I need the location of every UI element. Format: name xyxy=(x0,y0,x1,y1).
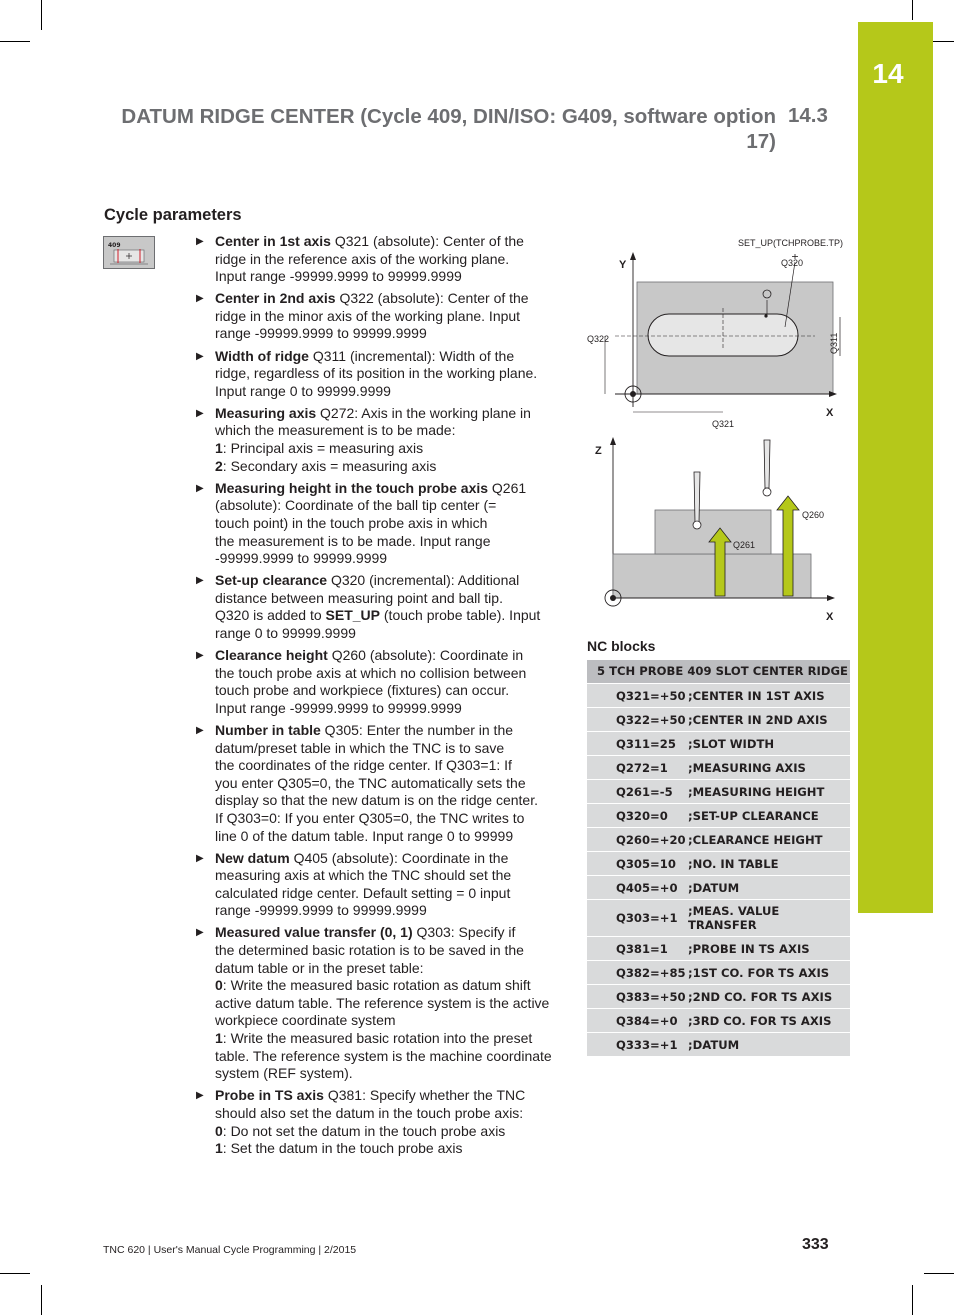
parameter-item xyxy=(196,647,558,717)
nc-comment: ;MEASURING AXIS xyxy=(688,760,806,775)
bullet-arrow-icon: ▶ xyxy=(196,236,204,247)
nc-comment: ;2ND CO. FOR TS AXIS xyxy=(688,989,833,1004)
parameter-name: Measured value transfer (0, 1) xyxy=(215,924,413,941)
nc-comment: ;MEAS. VALUE TRANSFER xyxy=(688,904,780,932)
section-number: 14.3 xyxy=(788,104,828,127)
parameter-text: (absolute): Coordinate of the ball tip center (= xyxy=(215,497,497,514)
parameter-text: measuring axis at which the TNC should set the xyxy=(215,867,512,884)
header-title-line1: DATUM RIDGE CENTER (Cycle 409, DIN/ISO: G409, software option xyxy=(121,105,776,128)
parameter-item xyxy=(196,348,558,401)
nc-code: Q322=+50 xyxy=(616,712,686,727)
parameter-option xyxy=(215,1030,558,1083)
parameter-item xyxy=(196,233,558,286)
nc-row xyxy=(587,732,850,756)
parameter-text: ridge, regardless of its position in the working plane. xyxy=(215,365,538,382)
nc-comment: ;SET-UP CLEARANCE xyxy=(688,808,819,823)
nc-row xyxy=(587,961,850,985)
bullet-arrow-icon: ▶ xyxy=(196,1090,204,1102)
parameter-text: -99999.9999 to 99999.9999 xyxy=(215,550,388,567)
bullet-arrow-icon: ▶ xyxy=(196,350,204,362)
parameter-item xyxy=(196,290,558,343)
nc-comment: ;1ST CO. FOR TS AXIS xyxy=(688,965,830,980)
crop-mark xyxy=(912,1285,913,1315)
nc-code: Q405=+0 xyxy=(616,880,678,895)
parameter-text: line 0 of the datum table. Input range 0 to 99999 xyxy=(215,827,514,844)
option-text: : Principal axis = measuring axis xyxy=(222,440,424,457)
parameter-item xyxy=(196,924,558,1082)
bullet-arrow-icon: ▶ xyxy=(196,293,204,305)
nc-code: Q333=+1 xyxy=(616,1037,678,1052)
q321-label: Q321 xyxy=(712,419,735,429)
nc-code: Q272=1 xyxy=(616,760,668,775)
bullet-arrow-icon: ▶ xyxy=(196,650,204,662)
option-key: 1 xyxy=(215,440,223,457)
parameter-text: datum table or in the preset table: xyxy=(215,959,424,976)
nc-code: Q320=0 xyxy=(616,808,668,823)
parameter-text: the measurement is to be made. Input range xyxy=(215,532,491,549)
x-axis-label-2: X xyxy=(826,611,834,623)
nc-row xyxy=(587,876,850,900)
parameter-text: touch point) in the touch probe axis in which xyxy=(215,514,488,531)
parameter-text: calculated ridge center. Default setting = 0 input xyxy=(215,884,511,901)
nc-code: Q381=1 xyxy=(616,941,668,956)
nc-code: Q321=+50 xyxy=(616,688,686,703)
option-key: 1 xyxy=(215,1140,223,1157)
parameter-text: you enter Q305=0, the TNC automatically sets the xyxy=(215,774,526,791)
nc-comment: ;SLOT WIDTH xyxy=(688,736,775,751)
parameter-text: distance between measuring point and ball tip. xyxy=(215,589,503,606)
parameter-text: ridge in the minor axis of the working plane. Input xyxy=(215,307,521,324)
option-key: 0 xyxy=(215,1122,223,1139)
option-text: : Write the measured basic rotation as datum shift active datum table. The reference system is the active workpiece coordinate system xyxy=(215,977,550,1029)
bullet-arrow-icon: ▶ xyxy=(196,852,204,864)
parameter-item xyxy=(196,405,558,475)
nc-comment: ;DATUM xyxy=(688,1037,740,1052)
option-key: 2 xyxy=(215,457,223,474)
parameter-option xyxy=(215,440,558,458)
chapter-number: 14 xyxy=(872,58,904,89)
chapter-tab xyxy=(858,22,933,913)
parameter-text: Q261 xyxy=(488,479,527,496)
nc-row xyxy=(587,804,850,828)
nc-code: Q311=25 xyxy=(616,736,676,751)
parameter-option xyxy=(215,458,558,476)
parameter-text: Q405 (absolute): Coordinate in the xyxy=(289,849,509,866)
parameter-item xyxy=(196,1087,558,1157)
option-key: 1 xyxy=(215,1030,223,1047)
crop-mark xyxy=(0,41,30,42)
bullet-arrow-icon: ▶ xyxy=(196,927,204,939)
parameter-name: Measuring axis xyxy=(215,404,317,421)
nc-comment: ;NO. IN TABLE xyxy=(688,856,779,871)
bullet-arrow-icon: ▶ xyxy=(196,724,204,736)
parameter-name: Set-up clearance xyxy=(215,572,328,589)
nc-row xyxy=(587,985,850,1009)
nc-code: Q384=+0 xyxy=(616,1013,678,1028)
option-text: : Do not set the datum in the touch probe axis xyxy=(222,1122,506,1139)
parameter-text: Input range -99999.9999 to 99999.9999 xyxy=(215,699,462,716)
nc-row xyxy=(587,684,850,708)
nc-blocks-table xyxy=(587,660,850,1057)
nc-comment: ;CLEARANCE HEIGHT xyxy=(688,832,823,847)
option-text: : Secondary axis = measuring axis xyxy=(222,457,437,474)
parameter-text: Input range 0 to 99999.9999 xyxy=(215,382,391,399)
parameter-text: Q303: Specify if xyxy=(412,924,516,941)
nc-code: Q382=+85 xyxy=(616,965,686,980)
parameter-text: Q305: Enter the number in the xyxy=(320,721,514,738)
nc-row xyxy=(587,852,850,876)
parameter-text: Q320 (incremental): Additional xyxy=(327,572,520,589)
parameter-text: display so that the new datum is on the ridge center. xyxy=(215,792,538,809)
nc-row xyxy=(587,1033,850,1057)
nc-code: Q305=10 xyxy=(616,856,676,871)
parameter-name: Clearance height xyxy=(215,647,328,664)
parameter-item xyxy=(196,480,558,568)
nc-comment: ;CENTER IN 1ST AXIS xyxy=(688,688,825,703)
parameter-text: (touch probe table). Input xyxy=(380,607,541,624)
parameter-name: Center in 2nd axis xyxy=(215,290,336,307)
y-axis-label: Y xyxy=(619,259,627,271)
parameter-text: ridge in the reference axis of the working plane. xyxy=(215,250,510,267)
q261-label: Q261 xyxy=(733,540,756,550)
parameter-item xyxy=(196,850,558,920)
crop-mark xyxy=(41,0,42,30)
option-text: : Set the datum in the touch probe axis xyxy=(222,1140,463,1157)
nc-comment: ;3RD CO. FOR TS AXIS xyxy=(688,1013,832,1028)
parameter-inline-bold: SET_UP xyxy=(325,607,380,624)
parameter-text: Input range -99999.9999 to 99999.9999 xyxy=(215,268,462,285)
page-header-title xyxy=(118,104,776,154)
nc-row xyxy=(587,780,850,804)
parameter-option xyxy=(215,1140,558,1158)
parameter-option xyxy=(215,977,558,1030)
option-text: : Write the measured basic rotation into the preset table. The reference system is the machine coordinate system (REF system). xyxy=(215,1030,552,1082)
nc-comment: ;PROBE IN TS AXIS xyxy=(688,941,810,956)
footer-text: TNC 620 | User's Manual Cycle Programming | 2/2015 xyxy=(103,1244,357,1256)
option-key: 0 xyxy=(215,977,223,994)
parameter-text: Q260 (absolute): Coordinate in xyxy=(327,647,524,664)
nc-code: Q261=-5 xyxy=(616,784,673,799)
page-number: 333 xyxy=(802,1236,829,1253)
bullet-arrow-icon: ▶ xyxy=(196,575,204,587)
parameter-text: Q321 (absolute): Center of the xyxy=(330,233,524,249)
nc-row xyxy=(587,708,850,732)
parameter-list xyxy=(196,233,558,1162)
cycle-409-icon xyxy=(103,236,155,269)
crop-mark xyxy=(924,1273,954,1274)
header-title-line2: 17) xyxy=(746,130,776,153)
x-axis-label: X xyxy=(826,407,834,419)
bullet-arrow-icon: ▶ xyxy=(196,407,204,419)
q322-label: Q322 xyxy=(587,334,610,344)
nc-code: Q303=+1 xyxy=(616,911,678,925)
nc-row xyxy=(587,756,850,780)
parameter-name: Probe in TS axis xyxy=(215,1087,324,1104)
parameter-text: the touch probe axis at which no collision between xyxy=(215,664,527,681)
q320-label: Q320 xyxy=(781,258,804,268)
parameter-text: Q311 (incremental): Width of the xyxy=(308,347,515,364)
bullet-arrow-icon: ▶ xyxy=(196,482,204,494)
parameter-name: Width of ridge xyxy=(215,347,309,364)
parameter-text: Q320 is added to xyxy=(215,607,326,624)
parameter-item xyxy=(196,722,558,845)
parameter-text: Q272: Axis in the working plane in xyxy=(316,404,531,421)
crop-mark xyxy=(912,0,913,20)
nc-row xyxy=(587,937,850,961)
q260-label: Q260 xyxy=(802,510,825,520)
parameter-text: touch probe and workpiece (fixtures) can occur. xyxy=(215,682,510,699)
parameter-text: which the measurement is to be made: xyxy=(215,422,456,439)
section-heading: Cycle parameters xyxy=(104,206,242,224)
parameter-name: Number in table xyxy=(215,721,321,738)
parameter-item xyxy=(196,572,558,642)
nc-code: Q383=+50 xyxy=(616,989,686,1004)
z-axis-label: Z xyxy=(595,445,602,457)
q311-label: Q311 xyxy=(829,332,839,354)
nc-row xyxy=(587,1009,850,1033)
parameter-text: the determined basic rotation is to be saved in the xyxy=(215,942,524,959)
parameter-text: should also set the datum in the touch probe axis: xyxy=(215,1104,524,1121)
nc-header-row: 5 TCH PROBE 409 SLOT CENTER RIDGE xyxy=(587,660,850,684)
nc-row xyxy=(587,900,850,937)
parameter-text: range 0 to 99999.9999 xyxy=(215,624,356,641)
nc-comment: ;CENTER IN 2ND AXIS xyxy=(688,712,828,727)
cycle-icon-label: 409 xyxy=(108,242,121,249)
parameter-text: datum/preset table in which the TNC is to save xyxy=(215,739,505,756)
crop-mark xyxy=(0,1273,30,1274)
parameter-name: Measuring height in the touch probe axis xyxy=(215,479,489,496)
nc-comment: ;DATUM xyxy=(688,880,740,895)
parameter-name: New datum xyxy=(215,849,290,866)
parameter-name: Center in 1st axis xyxy=(215,233,331,249)
parameter-option xyxy=(215,1123,558,1141)
parameter-text: range -99999.9999 to 99999.9999 xyxy=(215,325,427,342)
parameter-text: If Q303=0: If you enter Q305=0, the TNC writes to xyxy=(215,809,525,826)
parameter-text: Q322 (absolute): Center of the xyxy=(335,290,529,307)
parameter-text: the coordinates of the ridge center. If Q303=1: If xyxy=(215,757,512,774)
parameter-text: Q381: Specify whether the TNC xyxy=(323,1087,526,1104)
nc-row xyxy=(587,828,850,852)
parameter-text: range -99999.9999 to 99999.9999 xyxy=(215,902,427,919)
nc-blocks-heading: NC blocks xyxy=(587,638,656,654)
nc-comment: ;MEASURING HEIGHT xyxy=(688,784,825,799)
crop-mark xyxy=(41,1285,42,1315)
ridge-center-diagram xyxy=(585,232,855,627)
set-up-label: SET_UP(TCHPROBE.TP) xyxy=(738,238,844,248)
nc-code: Q260=+20 xyxy=(616,832,686,847)
